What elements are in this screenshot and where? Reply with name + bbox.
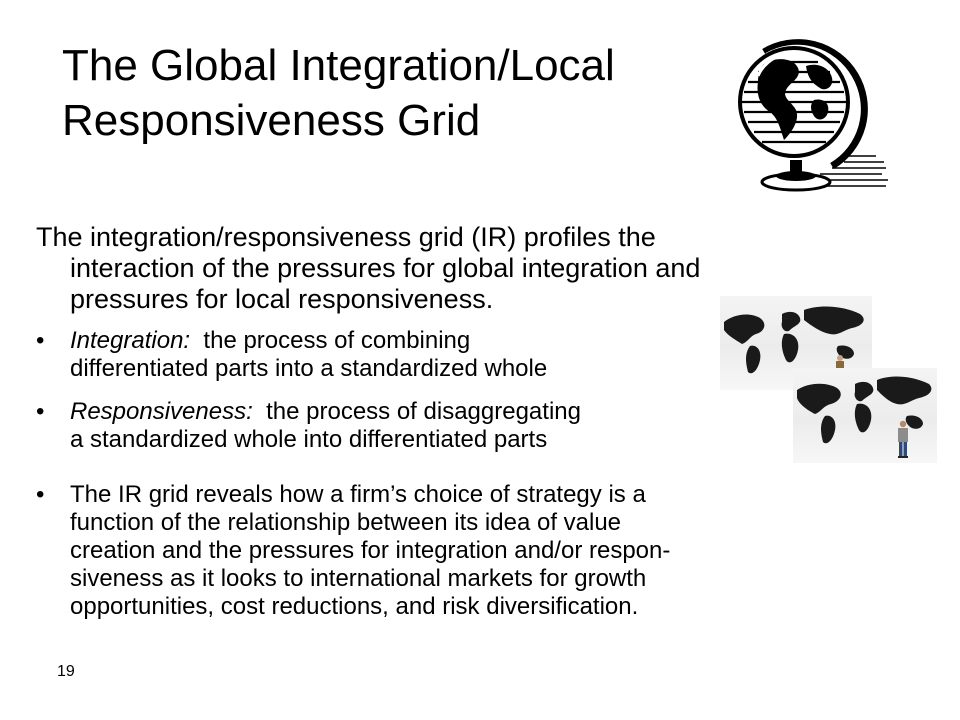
- bullet-integration: [36, 327, 736, 383]
- bullet-marker: •: [36, 327, 45, 354]
- slide-title: [62, 38, 742, 148]
- bullet-responsiveness-line-2: a standardized whole into differentiated parts: [70, 426, 548, 453]
- slide-title-line-1: The Global Integration/Local: [62, 41, 615, 90]
- bullet-responsiveness: [36, 398, 756, 454]
- bullet-definition: the process of disaggregating: [252, 398, 581, 425]
- world-map-photo-2: [793, 368, 937, 463]
- bullet-ir-grid-line-3: creation and the pressures for integration and/or respon-: [70, 537, 671, 564]
- bullet-term: Responsiveness:: [70, 398, 253, 425]
- globe-clipart-icon: [736, 36, 896, 194]
- page-number: 19: [57, 663, 75, 680]
- intro-line-2: interaction of the pressures for global integration and: [70, 253, 701, 283]
- bullet-definition: the process of combining: [190, 327, 471, 354]
- intro-line-1: The integration/responsiveness grid (IR) profiles the: [36, 222, 656, 252]
- bullet-ir-grid-line-2: function of the relationship between its idea of value: [70, 509, 622, 536]
- bullet-integration-line-1: [36, 327, 736, 355]
- bullet-term: Integration:: [70, 327, 191, 354]
- slide-title-line-2: Responsiveness Grid: [62, 96, 481, 145]
- world-map-image: [793, 368, 937, 463]
- bullet-responsiveness-line-1: [36, 398, 756, 426]
- bullet-ir-grid-line-1: The IR grid reveals how a firm’s choice of strategy is a: [70, 481, 646, 508]
- bullet-ir-grid: [36, 481, 906, 621]
- bullet-marker: •: [36, 481, 45, 508]
- bullet-ir-grid-line-5: opportunities, cost reductions, and risk diversification.: [70, 593, 639, 620]
- bullet-marker: •: [36, 398, 45, 425]
- bullet-ir-grid-line-4: siveness as it looks to international markets for growth: [70, 565, 647, 592]
- bullet-integration-line-2: differentiated parts into a standardized whole: [70, 355, 548, 382]
- intro-line-3: pressures for local responsiveness.: [70, 284, 494, 314]
